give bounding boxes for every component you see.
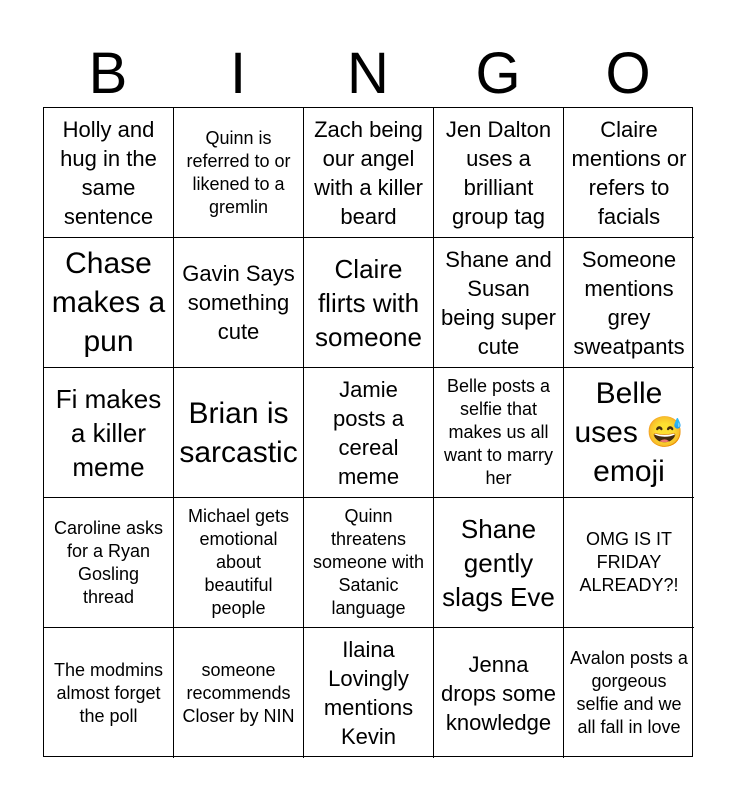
bingo-cell[interactable] — [434, 108, 564, 238]
cell-text: Jamie posts a cereal meme — [333, 376, 404, 489]
bingo-cell[interactable] — [174, 628, 304, 758]
bingo-cell[interactable] — [564, 368, 694, 498]
header-letter-b: B — [88, 41, 128, 106]
bingo-cell[interactable] — [564, 498, 694, 628]
bingo-cell[interactable] — [44, 498, 174, 628]
bingo-cell[interactable] — [44, 628, 174, 758]
bingo-cell[interactable] — [434, 238, 564, 368]
cell-text: Caroline asks for a Ryan Gosling thread — [53, 517, 164, 607]
cell-text: Holly and hug in the same sentence — [60, 116, 157, 229]
cell-text: someone recommends Closer by NIN — [182, 659, 295, 726]
cell-text: Quinn threatens someone with Satanic language — [312, 506, 425, 618]
header-letter-o: O — [605, 41, 651, 106]
bingo-cell[interactable] — [434, 628, 564, 758]
cell-text: Michael gets emotional about beautiful people — [187, 506, 290, 618]
cell-text: Belle uses 😅 emoji — [574, 377, 684, 488]
bingo-cell[interactable] — [304, 498, 434, 628]
bingo-cell[interactable] — [304, 368, 434, 498]
header-letter-i: I — [229, 41, 247, 106]
header-letter-g: G — [475, 41, 521, 106]
bingo-cell[interactable] — [44, 368, 174, 498]
cell-text: Avalon posts a gorgeous selfie and we all fall in love — [570, 648, 688, 737]
cell-text: Jenna drops some knowledge — [441, 651, 556, 735]
cell-text: The modmins almost forget the poll — [53, 659, 164, 726]
cell-text: Belle posts a selfie that makes us all want to marry her — [443, 376, 554, 488]
bingo-cell[interactable] — [174, 368, 304, 498]
bingo-cell[interactable] — [174, 108, 304, 238]
bingo-cell[interactable] — [304, 108, 434, 238]
bingo-card — [43, 107, 693, 757]
bingo-cell[interactable] — [564, 628, 694, 758]
cell-text: Claire mentions or refers to facials — [571, 116, 687, 229]
cell-text: OMG IS IT FRIDAY ALREADY?! — [579, 529, 679, 595]
bingo-cell[interactable] — [564, 238, 694, 368]
bingo-cell[interactable] — [434, 498, 564, 628]
bingo-cell[interactable] — [174, 238, 304, 368]
cell-text: Ilaina Lovingly mentions Kevin — [323, 637, 414, 749]
bingo-cell[interactable] — [564, 108, 694, 238]
cell-text: Shane and Susan being super cute — [441, 246, 556, 359]
header-letter-n: N — [347, 41, 389, 106]
bingo-cell[interactable] — [434, 368, 564, 498]
cell-text: Someone mentions grey sweatpants — [573, 246, 685, 359]
cell-text: Claire flirts with someone — [315, 253, 422, 352]
bingo-cell[interactable] — [304, 238, 434, 368]
cell-text: Gavin Says something cute — [182, 261, 295, 344]
bingo-cell[interactable] — [174, 498, 304, 628]
bingo-cell[interactable] — [44, 238, 174, 368]
cell-text: Shane gently slags Eve — [442, 513, 555, 612]
cell-text: Quinn is referred to or likened to a gremlin — [186, 127, 291, 217]
cell-text: Chase makes a pun — [51, 247, 166, 358]
bingo-header — [43, 40, 693, 108]
cell-text: Fi makes a killer meme — [55, 383, 162, 482]
cell-text: Zach being our angel with a killer beard — [314, 116, 423, 229]
bingo-cell[interactable] — [44, 108, 174, 238]
bingo-cell[interactable] — [304, 628, 434, 758]
cell-text: Brian is sarcastic — [179, 396, 298, 469]
cell-text: Jen Dalton uses a brilliant group tag — [445, 116, 552, 229]
